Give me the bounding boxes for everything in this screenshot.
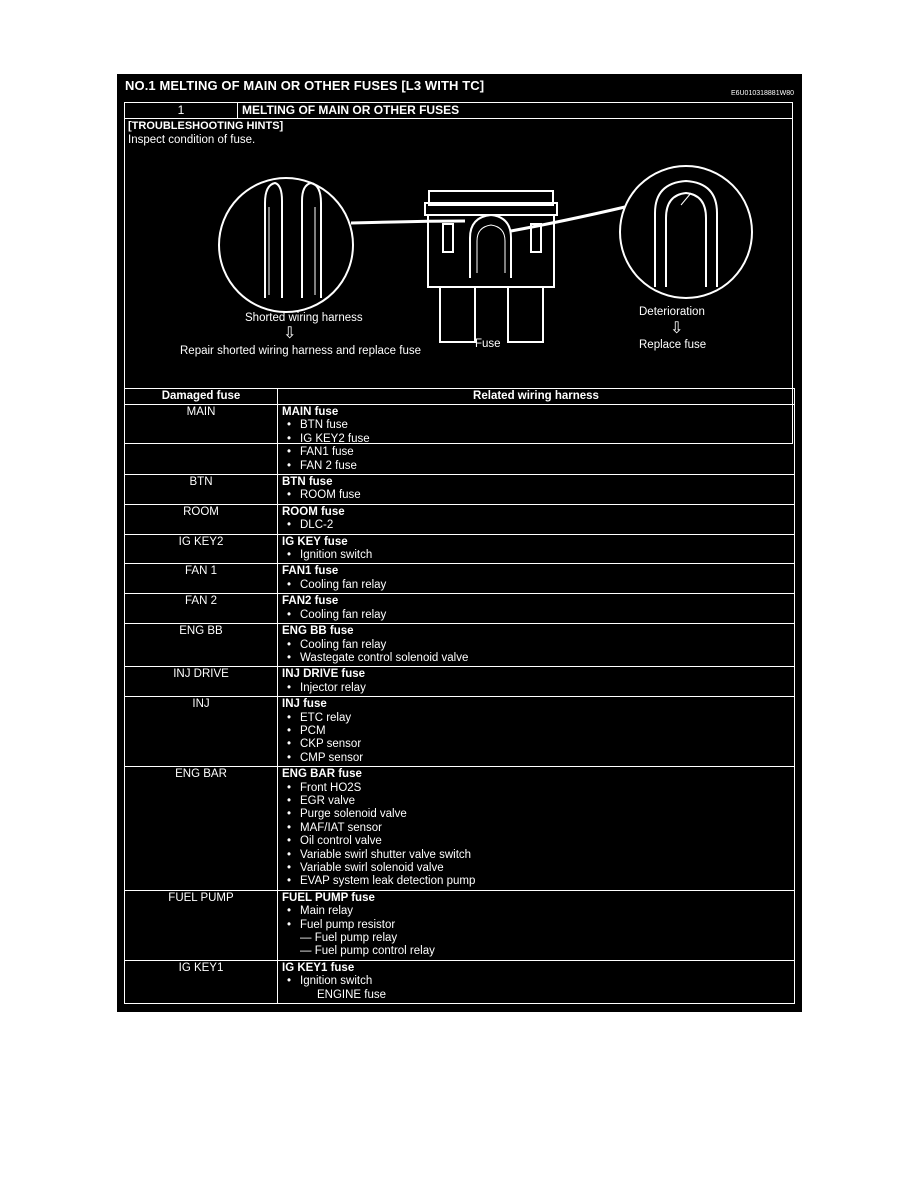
related-harness-cell: [278, 667, 795, 697]
table-row: [125, 534, 795, 564]
list-item: • BTN fuse: [282, 419, 794, 432]
step-title: MELTING OF MAIN OR OTHER FUSES: [242, 103, 460, 117]
related-harness-cell: [278, 405, 795, 475]
harness-fuse-name: ENG BAR fuse: [282, 768, 362, 781]
fuse-table: [124, 388, 795, 1004]
list-item: • Main relay: [282, 905, 794, 918]
hints-text: Inspect condition of fuse.: [128, 134, 256, 146]
list-item: — Fuel pump relay: [300, 932, 398, 945]
list-item: • ROOM fuse: [282, 489, 794, 502]
down-arrow-icon: ⇩: [670, 320, 684, 337]
hints-label: [TROUBLESHOOTING HINTS]: [128, 120, 284, 132]
step-number: 1: [125, 103, 238, 118]
deterioration-caption: Deterioration: [639, 306, 705, 318]
list-item: • CKP sensor: [282, 738, 794, 751]
list-item: • EVAP system leak detection pump: [282, 875, 794, 888]
harness-item-list: [282, 519, 794, 532]
page-title: NO.1 MELTING OF MAIN OR OTHER FUSES [L3 WITH TC]: [125, 78, 485, 93]
damaged-fuse-cell: FAN 1: [125, 564, 278, 594]
related-harness-cell: [278, 594, 795, 624]
list-item: • Cooling fan relay: [282, 639, 794, 652]
damaged-fuse-cell: INJ: [125, 697, 278, 767]
list-item: • Variable swirl shutter valve switch: [282, 849, 794, 862]
list-item: • PCM: [282, 725, 794, 738]
related-harness-cell: [278, 564, 795, 594]
list-item: • Variable swirl solenoid valve: [282, 862, 794, 875]
list-item: • Oil control valve: [282, 835, 794, 848]
down-arrow-icon: ⇩: [283, 325, 297, 342]
shorted-harness-caption: Shorted wiring harness: [245, 312, 363, 324]
document-code: E6U010318881W80: [730, 90, 794, 97]
list-item: • Ignition switch: [282, 975, 794, 988]
deteriorated-fuse-magnifier: [620, 166, 752, 298]
harness-item-list: [282, 712, 794, 766]
related-harness-cell: [278, 697, 795, 767]
damaged-fuse-cell: IG KEY2: [125, 534, 278, 564]
damaged-fuse-cell: FUEL PUMP: [125, 890, 278, 960]
harness-item-list: [282, 975, 794, 1002]
related-harness-cell: [278, 624, 795, 667]
list-item: • Purge solenoid valve: [282, 808, 794, 821]
list-item: • FAN1 fuse: [282, 446, 794, 459]
harness-item-list: [282, 905, 794, 959]
shorted-harness-magnifier: [219, 178, 353, 312]
document-page: [117, 74, 802, 1012]
list-item: • FAN 2 fuse: [282, 460, 794, 473]
column-header-damaged-fuse: Damaged fuse: [125, 389, 278, 405]
damaged-fuse-cell: INJ DRIVE: [125, 667, 278, 697]
harness-item-list: [282, 579, 794, 592]
table-row: [125, 890, 795, 960]
list-item: — Fuel pump control relay: [300, 945, 435, 958]
damaged-fuse-cell: ENG BAR: [125, 767, 278, 891]
related-harness-cell: [278, 504, 795, 534]
table-row: [125, 697, 795, 767]
table-row: [125, 504, 795, 534]
related-harness-cell: [278, 960, 795, 1003]
table-row: [125, 624, 795, 667]
list-item: • Ignition switch: [282, 549, 794, 562]
list-item: • EGR valve: [282, 795, 794, 808]
damaged-fuse-cell: ROOM: [125, 504, 278, 534]
table-row: [125, 667, 795, 697]
harness-item-list: [282, 609, 794, 622]
harness-fuse-name: FAN1 fuse: [282, 565, 339, 578]
leader-line: [511, 207, 625, 231]
repair-action: Repair shorted wiring harness and replace fuse: [180, 345, 421, 357]
harness-fuse-name: INJ fuse: [282, 698, 327, 711]
damaged-fuse-cell: IG KEY1: [125, 960, 278, 1003]
replace-action: Replace fuse: [639, 339, 707, 351]
related-harness-cell: [278, 890, 795, 960]
table-row: [125, 767, 795, 891]
table-row: [125, 475, 795, 505]
harness-item-list: [282, 682, 794, 695]
related-harness-cell: [278, 534, 795, 564]
harness-fuse-name: BTN fuse: [282, 476, 333, 489]
list-item: • ETC relay: [282, 712, 794, 725]
damaged-fuse-cell: ENG BB: [125, 624, 278, 667]
list-item: • Fuel pump resistor: [282, 919, 794, 932]
damaged-fuse-cell: FAN 2: [125, 594, 278, 624]
harness-item-list: [282, 549, 794, 562]
table-row: [125, 405, 795, 475]
list-item: • Front HO2S: [282, 782, 794, 795]
harness-fuse-name: IG KEY1 fuse: [282, 961, 355, 974]
harness-item-list: [282, 639, 794, 666]
table-row: [125, 594, 795, 624]
leader-line: [351, 221, 465, 223]
fuse-icon: [425, 191, 557, 342]
list-item: • CMP sensor: [282, 752, 794, 765]
list-item: • IG KEY2 fuse: [282, 433, 794, 446]
harness-fuse-name: INJ DRIVE fuse: [282, 668, 366, 681]
harness-fuse-name: IG KEY fuse: [282, 535, 348, 548]
fuse-caption: Fuse: [475, 338, 501, 350]
harness-item-list: [282, 489, 794, 502]
list-item: • DLC-2: [282, 519, 794, 532]
harness-fuse-name: MAIN fuse: [282, 406, 339, 418]
list-item: • Wastegate control solenoid valve: [282, 652, 794, 665]
harness-fuse-name: FUEL PUMP fuse: [282, 891, 375, 904]
harness-item-list: [282, 782, 794, 889]
harness-fuse-name: ENG BB fuse: [282, 625, 354, 638]
harness-fuse-name: ROOM fuse: [282, 505, 345, 518]
related-harness-cell: [278, 475, 795, 505]
damaged-fuse-cell: BTN: [125, 475, 278, 505]
column-header-related-harness: Related wiring harness: [278, 389, 795, 405]
damaged-fuse-cell: MAIN: [125, 405, 278, 475]
harness-fuse-name: FAN2 fuse: [282, 595, 339, 608]
table-row: [125, 564, 795, 594]
table-row: [125, 960, 795, 1003]
related-harness-cell: [278, 767, 795, 891]
list-item: ENGINE fuse: [317, 988, 387, 1001]
list-item: • MAF/IAT sensor: [282, 822, 794, 835]
list-item: • Injector relay: [282, 682, 794, 695]
harness-item-list: [282, 419, 794, 473]
list-item: • Cooling fan relay: [282, 609, 794, 622]
list-item: • Cooling fan relay: [282, 579, 794, 592]
